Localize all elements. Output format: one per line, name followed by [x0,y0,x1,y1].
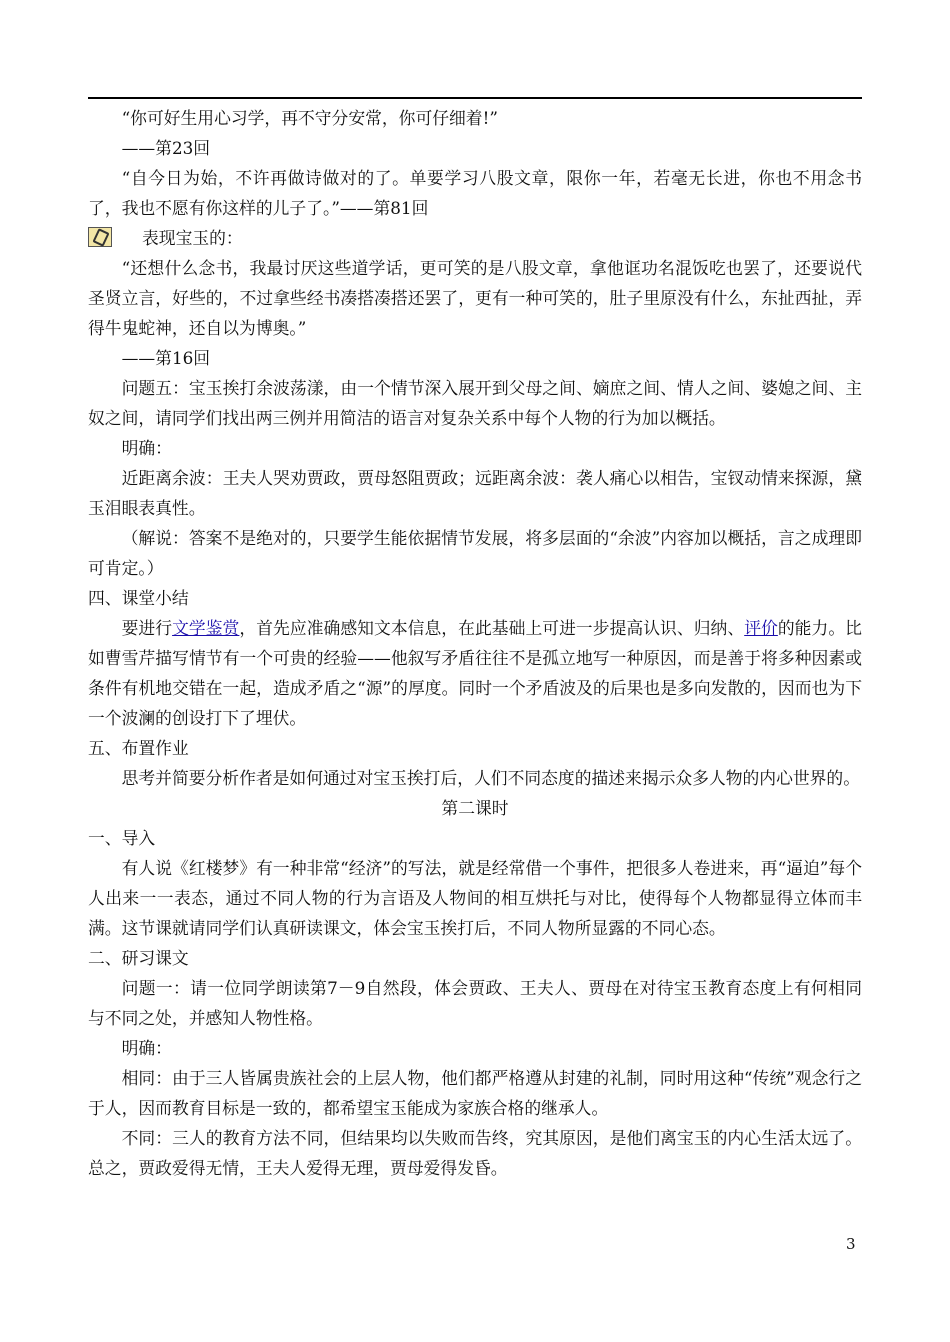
document-body [88,103,862,1183]
summary-mid: ，首先应准确感知文本信息，在此基础上可进一步提高认识、归纳、 [239,618,745,638]
heading-homework: 五、布置作业 [88,738,189,758]
lesson-two-title: 第二课时 [441,798,509,818]
summary-paragraph [88,613,862,733]
answer-label-2: 明确： [121,1038,172,1058]
header-rule [88,97,862,99]
baoyu-label-line [88,223,862,253]
summary-pre: 要进行 [121,618,173,638]
heading-intro: 一、导入 [88,828,156,848]
answer-different: 不同：三人的教育方法不同，但结果均以失败而告终，究其原因，是他们离宝玉的内心生活太远了。总之，贾政爱得无情，王夫人爱得无理，贾母爱得发昏。 [88,1128,862,1178]
answer-same: 相同：由于三人皆属贵族社会的上层人物，他们都严格遵从封建的礼制，同时用这种“传统”观念行之于人，因而教育目标是一致的，都希望宝玉能成为家族合格的继承人。 [88,1068,862,1118]
answer-label-1: 明确： [121,438,172,458]
link-literary-appreciation[interactable]: 文学鉴赏 [172,618,240,638]
intro-text: 有人说《红楼梦》有一种非常“经济”的写法，就是经常借一个事件，把很多人卷进来，再“逼迫”每个人出来一一表态，通过不同人物的行为言语及人物间的相互烘托与对比，使得每个人物都显得立体而丰满。这节课就请同学们认真研读课文，体会宝玉挨打后，不同人物所显露的不同心态。 [88,858,862,938]
pencil-note-icon [88,227,112,247]
source-chapter-23: ——第23回 [121,138,211,158]
summary-post: 的能力。比如曹雪芹描写情节有一个可贵的经验——他叙写矛盾往往不是孤立地写一种原因，而是善于将多种因素或条件有机地交错在一起，造成矛盾之“源”的厚度。同时一个矛盾波及的后果也是多向发散的，因而也为下一个波澜的创设打下了埋伏。 [88,618,862,728]
quote-jiazheng-2: “自今日为始，不许再做诗做对的了。单要学习八股文章，限你一年，若毫无长进，你也不用念书了，我也不愿有你这样的儿子了。”——第81回 [88,168,862,218]
explanation-note: （解说：答案不是绝对的，只要学生能依据情节发展，将多层面的“余波”内容加以概括，言之成理即可肯定。） [88,528,862,578]
quote-baoyu: “还想什么念书，我最讨厌这些道学话，更可笑的是八股文章，拿他诓功名混饭吃也罢了，还要说代圣贤立言，好些的，不过拿些经书凑搭凑搭还罢了，更有一种可笑的，肚子里原没有什么，东扯西扯，弄得牛鬼蛇神，还自以为博奥。” [88,258,862,338]
question-1: 问题一：请一位同学朗读第7－9自然段，体会贾政、王夫人、贾母在对待宝玉教育态度上有何相同与不同之处，并感知人物性格。 [88,978,862,1028]
link-evaluation[interactable]: 评价 [744,618,778,638]
question-5: 问题五：宝玉挨打余波荡漾，由一个情节深入展开到父母之间、嫡庶之间、情人之间、婆媳之间、主奴之间，请同学们找出两三例并用简洁的语言对复杂关系中每个人物的行为加以概括。 [88,378,862,428]
heading-summary: 四、课堂小结 [88,588,189,608]
source-chapter-16: ——第16回 [121,348,211,368]
baoyu-label: 表现宝玉的： [142,228,243,248]
answer-yubo: 近距离余波：王夫人哭劝贾政，贾母怒阻贾政；远距离余波：袭人痛心以相告，宝钗动情来探源，黛玉泪眼表真性。 [88,468,862,518]
homework-text: 思考并简要分析作者是如何通过对宝玉挨打后，人们不同态度的描述来揭示众多人物的内心世界的。 [121,768,860,788]
quote-jiazheng-1: “你可好生用心习学，再不守分安常，你可仔细着!” [121,108,498,128]
heading-study: 二、研习课文 [88,948,189,968]
page-number: 3 [846,1235,856,1253]
